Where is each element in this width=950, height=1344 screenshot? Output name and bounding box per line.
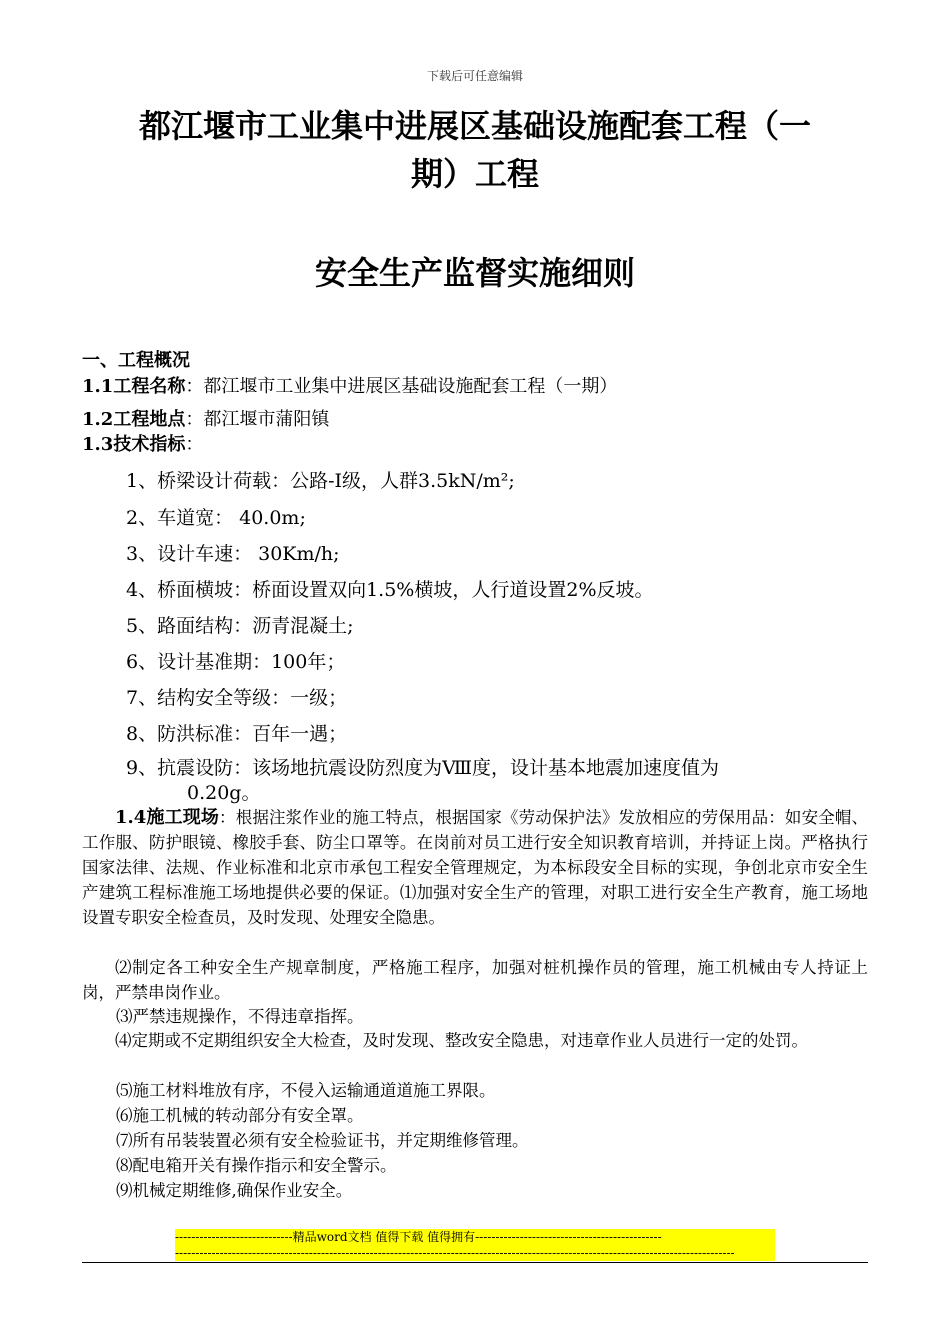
site-paragraph	[82, 805, 868, 930]
measure-4: ⑷定期或不定期组织安全大检查，及时发现、整改安全隐患，对违章作业人员进行一定的处罚。	[115, 1031, 808, 1050]
document-subtitle: 安全生产监督实施细则	[314, 254, 635, 292]
tech-item-4: 4、桥面横坡：桥面设置双向1.5%横坡，人行道设置2%反坡。	[126, 579, 654, 601]
tech-item-5: 5、路面结构：沥青混凝土;	[126, 615, 354, 637]
title-line-1: 都江堰市工业集中进展区基础设施配套工程（一	[138, 107, 811, 145]
project-name-label: 1.1工程名称	[82, 376, 186, 397]
tech-item-9-line-1: 9、抗震设防：该场地抗震设防烈度为Ⅷ度，设计基本地震加速度值为	[126, 757, 720, 779]
section-heading-text: 一、工程概况	[82, 350, 190, 371]
footer-banner-line-1: -----------------------------精品word文档 值得下载 值得拥有----------------------------------------------	[175, 1229, 775, 1245]
project-name-value: ：都江堰市工业集中进展区基础设施配套工程（一期）	[185, 376, 618, 397]
tech-item-9	[126, 756, 826, 806]
tech-item-7: 7、结构安全等级：一级；	[126, 687, 348, 709]
project-site-label: 1.2工程地点	[82, 409, 186, 430]
site-text: ：根据注浆作业的施工特点，根据国家《劳动保护法》发放相应的劳保用品：如安全帽、工作服、防护眼镜、橡胶手套、防尘口罩等。在岗前对员工进行安全知识教育培训，并持证上岗。严格执行国家法律、法规、作业标准和北京市承包工程安全管理规定，为本标段安全目标的实现，争创北京市安全生产建筑工程标准施工场地提供必要的保证。⑴加强对安全生产的管理，对职工进行安全生产教育，施工场地设置专职安全检查员，及时发现、处理安全隐患。	[82, 808, 869, 927]
project-site-value: ：都江堰市蒲阳镇	[185, 409, 330, 430]
project-site-line	[82, 405, 329, 431]
measure-2: ⑵制定各工种安全生产规章制度，严格施工程序，加强对桩机操作员的管理，施工机械由专人持证上岗，严禁串岗作业。	[82, 958, 868, 1002]
tech-item-2: 2、车道宽： 40.0m;	[126, 507, 306, 529]
project-name-line	[82, 372, 617, 398]
tech-index-line	[82, 430, 203, 456]
tech-item-8: 8、防洪标准：百年一遇；	[126, 723, 348, 745]
tech-index-colon: ：	[185, 434, 204, 455]
tech-item-1: 1、桥梁设计荷载：公路-Ⅰ级，人群3.5kN/m²;	[126, 470, 515, 492]
footer-divider	[82, 1262, 868, 1263]
measure-6: ⑹施工机械的转动部分有安全罩。	[116, 1106, 364, 1125]
tech-item-6: 6、设计基准期：100年；	[126, 651, 346, 673]
title-line-2: 期）工程	[410, 155, 539, 193]
section-heading	[82, 346, 190, 372]
measure-7: ⑺所有吊装装置必须有安全检验证书，并定期维修管理。	[116, 1131, 529, 1150]
measure-3: ⑶严禁违规操作，不得违章指挥。	[116, 1007, 364, 1026]
tech-item-3: 3、设计车速： 30Km/h;	[126, 543, 340, 565]
header-note: 下载后可任意编辑	[426, 69, 523, 83]
measure-8: ⑻配电箱开关有操作指示和安全警示。	[116, 1156, 397, 1175]
document-title	[95, 102, 855, 198]
footer-banner-line-2: ------------------------------------------------------------------------------------------------------------------------------------------	[175, 1245, 775, 1261]
measure-9: ⑼机械定期维修,确保作业安全。	[116, 1181, 353, 1200]
tech-index-label: 1.3技术指标	[82, 434, 186, 455]
measure-5: ⑸施工材料堆放有序，不侵入运输通道道施工界限。	[116, 1081, 496, 1100]
site-label: 1.4施工现场	[115, 807, 220, 828]
tech-item-9-line-2: 0.20g。	[187, 782, 261, 804]
